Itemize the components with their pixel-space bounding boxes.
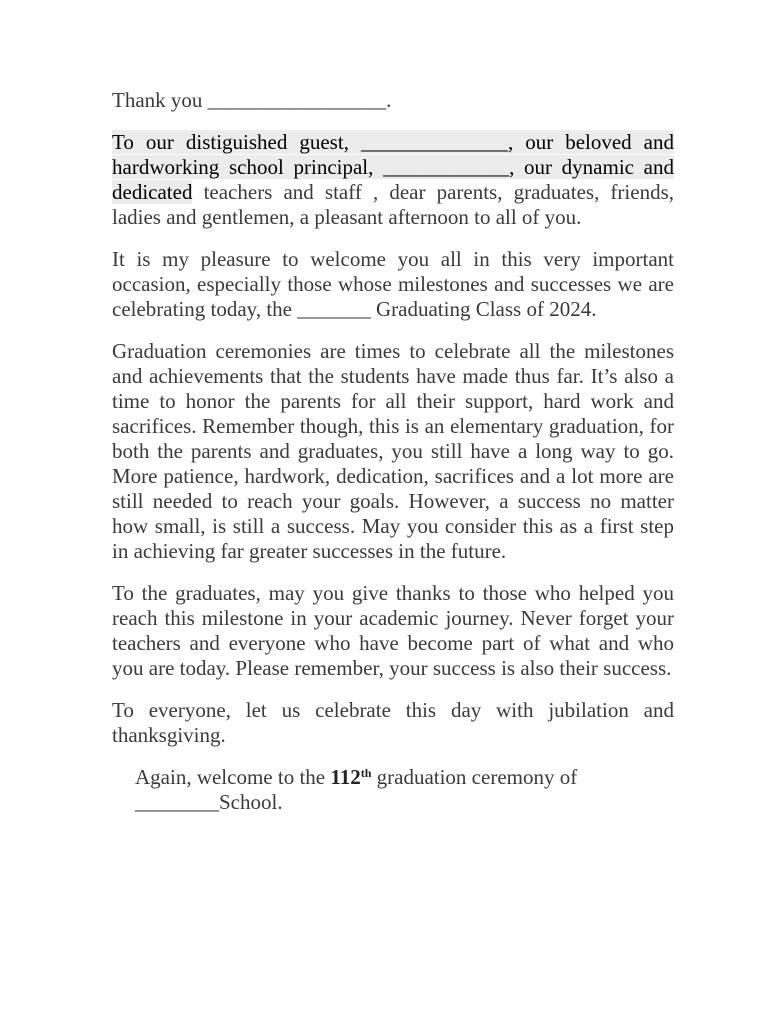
greeting-highlighted-text: To our distiguished guest, ______________, our beloved and hardworking school principal, ____________, our dynamic and dedicated bbox=[112, 130, 674, 204]
thank-you-line: Thank you _________________. bbox=[112, 88, 392, 112]
ordinal-suffix: th bbox=[360, 766, 372, 780]
greeting-paragraph bbox=[112, 130, 674, 230]
ceremony-ordinal bbox=[330, 765, 371, 789]
closing-lead-text: Again, welcome to the bbox=[135, 765, 331, 789]
welcome-paragraph: It is my pleasure to welcome you all in this very important occasion, especially those whose milestones and successes we are celebrating today, the _______ Graduating Class of 2024. bbox=[112, 247, 674, 321]
greeting-text: teachers and staff , dear parents, graduates, friends, ladies and gentlemen, a pleasant afternoon to all of you. bbox=[112, 180, 674, 229]
closing-line bbox=[112, 765, 674, 815]
closing-tail-text: graduation ceremony of ________School. bbox=[135, 765, 578, 814]
ordinal-number: 112 bbox=[330, 765, 361, 789]
ceremony-paragraph: Graduation ceremonies are times to celebrate all the milestones and achievements that the students have made thus far. It’s also a time to honor the parents for all their support, hard work and sacrifices. Remember though, this is an elementary graduation, for both the parents and graduates, you still have a long way to go. More patience, hardwork, dedication, sacrifices and a lot more are still needed to reach your goals. However, a success no matter how small, is still a success. May you consider this as a first step in achieving far greater successes in the future. bbox=[112, 339, 674, 563]
everyone-paragraph: To everyone, let us celebrate this day with jubilation and thanksgiving. bbox=[112, 698, 674, 747]
speech-body bbox=[112, 88, 674, 815]
graduates-paragraph: To the graduates, may you give thanks to those who helped you reach this milestone in your academic journey. Never forget your teachers and everyone who have become part of what and who you are today. Please remember, your success is also their success. bbox=[112, 581, 674, 680]
